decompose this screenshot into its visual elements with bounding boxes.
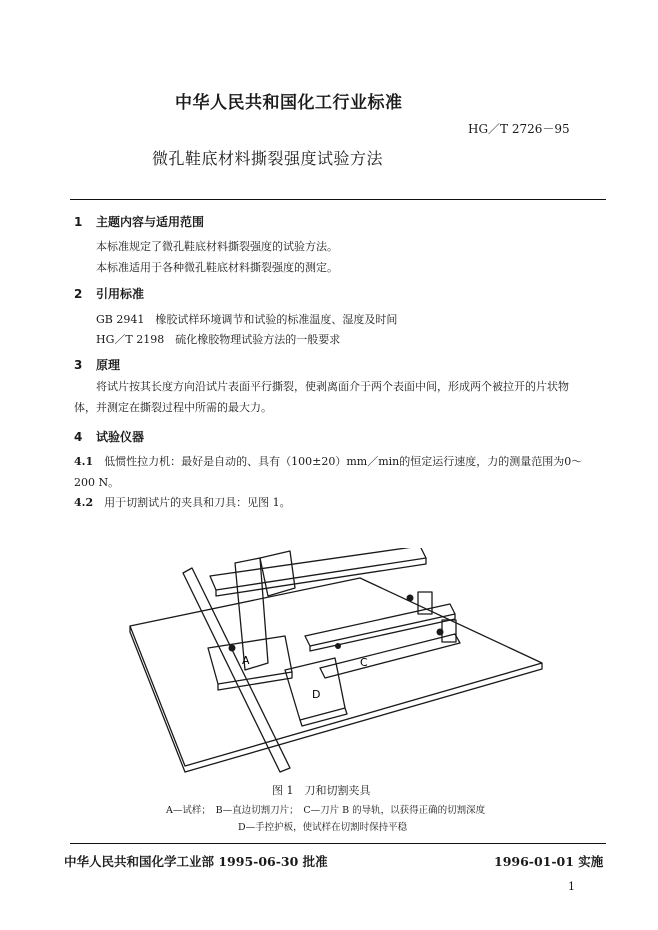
rail-screw-icon: [335, 643, 341, 649]
footer-rule: [70, 843, 606, 844]
specimen-a: [208, 636, 292, 684]
clause-4-2-text: 用于切割试片的夹具和刀具：见图 1。: [104, 496, 291, 509]
clause-4-1-text: 低惯性拉力机：最好是自动的、具有（100±20）mm／min的恒定运行速度，力的测量范围为0～200 N。: [74, 455, 583, 489]
reference-1-code: GB 2941: [96, 313, 145, 326]
implementation-date: 1996-01-01 实施: [494, 854, 604, 869]
section-2-number: 2: [74, 287, 83, 301]
section-4-heading: [74, 428, 144, 445]
section-3-paragraph: 将试片按其长度方向沿试片表面平行撕裂，使剥离面介于两个表面中间，形成两个被拉开的片状物体，并测定在撕裂过程中所需的最大力。: [74, 380, 569, 414]
reference-2: [96, 331, 340, 347]
approval-date: 中华人民共和国化学工业部 1995-06-30 批准: [64, 854, 328, 869]
section-3-title: 原理: [96, 358, 121, 372]
label-a: A: [242, 654, 250, 667]
reference-2-text: 硫化橡胶物理试验方法的一般要求: [175, 333, 341, 346]
header-rule: [70, 199, 606, 200]
figure-1-legend-line-2: D—手控护板，使试样在切割时保持平稳: [238, 822, 408, 833]
section-2-title: 引用标准: [96, 287, 145, 301]
standard-number: HG／T 2726－95: [468, 122, 570, 136]
figure-1-cutting-jig-drawing: [120, 548, 550, 778]
reference-1: [96, 311, 397, 327]
clause-4-2: [74, 494, 291, 510]
reference-2-code: HG／T 2198: [96, 333, 165, 346]
rail-screw-icon: [229, 645, 236, 652]
section-4-number: 4: [74, 430, 83, 444]
clause-4-1: [74, 451, 584, 493]
figure-1-legend-line-1: A—试样； B—直边切割刀片； C—刀片 B 的导轨，以获得正确的切割深度: [166, 805, 486, 816]
document-title: 微孔鞋底材料撕裂强度试验方法: [152, 149, 384, 168]
section-1-heading: [74, 213, 204, 230]
section-1-title: 主题内容与适用范围: [96, 215, 205, 229]
clause-4-1-number: 4.1: [74, 455, 94, 468]
rail-screw-icon: [407, 595, 414, 602]
section-1-line-2: 本标准适用于各种微孔鞋底材料撕裂强度的测定。: [96, 261, 338, 274]
issuing-authority-title: 中华人民共和国化工行业标准: [175, 93, 403, 113]
label-d: D: [312, 688, 321, 701]
blade-b: [183, 568, 290, 772]
rail-screw-icon: [437, 629, 444, 636]
guide-rail-lower: [320, 634, 460, 678]
section-3-heading: [74, 356, 120, 373]
jig-base-board: [130, 578, 542, 766]
section-4-title: 试验仪器: [96, 430, 145, 444]
reference-1-text: 橡胶试样环境调节和试验的标准温度、湿度及时间: [155, 313, 398, 326]
page-number: 1: [568, 880, 575, 893]
clause-4-2-number: 4.2: [74, 496, 94, 509]
section-3-number: 3: [74, 358, 83, 372]
figure-1-caption: 图 1 刀和切割夹具: [272, 784, 371, 797]
section-1-number: 1: [74, 215, 83, 229]
section-1-line-1: 本标准规定了微孔鞋底材料撕裂强度的试验方法。: [96, 240, 338, 253]
section-2-heading: [74, 285, 144, 302]
label-c: C: [360, 656, 368, 669]
